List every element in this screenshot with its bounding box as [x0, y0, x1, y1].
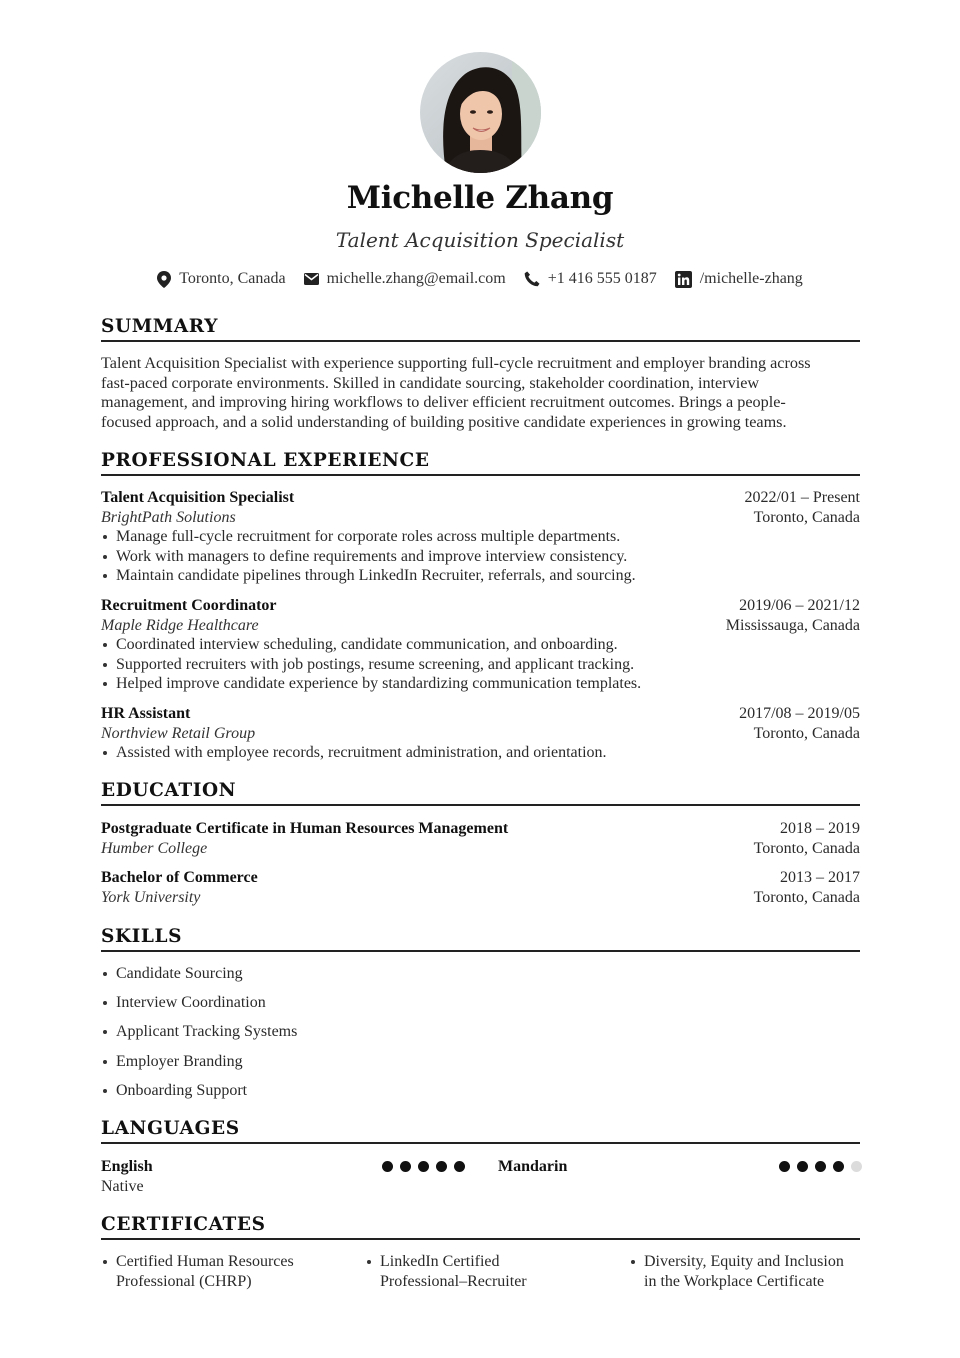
rating-dot: [779, 1161, 790, 1172]
education-entry: [101, 819, 860, 859]
phone-text[interactable]: +1 416 555 0187: [547, 270, 657, 287]
education-dates: 2018 – 2019: [780, 820, 860, 837]
rating-dot: [851, 1161, 862, 1172]
skill-item: Interview Coordination: [101, 993, 860, 1013]
job-bullet: Maintain candidate pipelines through LinkedIn Recruiter, referrals, and sourcing.: [101, 566, 636, 586]
rating-dot: [400, 1161, 411, 1172]
job-dates: 2019/06 – 2021/12: [739, 597, 860, 614]
certificate-line: Professional–Recruiter: [380, 1272, 527, 1290]
location-text: Toronto, Canada: [179, 270, 286, 287]
job-company: BrightPath Solutions: [101, 508, 236, 526]
experience-heading: PROFESSIONAL EXPERIENCE: [101, 450, 860, 476]
education-location: Toronto, Canada: [753, 888, 860, 906]
summary-line: fast-paced corporate environments. Skilled in candidate sourcing, stakeholder coordination, interview: [101, 373, 760, 392]
skill-item: Applicant Tracking Systems: [101, 1022, 860, 1042]
skills-heading: SKILLS: [101, 926, 860, 952]
education-school: Humber College: [101, 839, 208, 857]
education-location: Toronto, Canada: [753, 839, 860, 857]
certificate-line: Diversity, Equity and Inclusion: [644, 1253, 844, 1270]
job-role: Recruitment Coordinator: [101, 597, 277, 614]
certificate-line: LinkedIn Certified: [380, 1253, 500, 1270]
certificates-heading: CERTIFICATES: [101, 1214, 860, 1240]
linkedin-text[interactable]: /michelle-zhang: [699, 270, 803, 287]
rating-dot: [436, 1161, 447, 1172]
contact-location: [157, 270, 285, 288]
job-bullet: Helped improve candidate experience by standardizing communication templates.: [101, 674, 641, 694]
certificate-item: [365, 1252, 605, 1291]
contact-linkedin[interactable]: [675, 270, 803, 288]
job-bullet: Work with managers to define requirements and improve interview consistency.: [101, 547, 636, 567]
language-name: English: [101, 1158, 153, 1175]
rating-dot: [382, 1161, 393, 1172]
summary-line: Talent Acquisition Specialist with experience supporting full-cycle recruitment and employer branding across: [101, 354, 811, 372]
language-name: Mandarin: [498, 1158, 568, 1175]
profile-photo: [420, 52, 541, 173]
certificate-line: Certified Human Resources: [116, 1253, 294, 1270]
rating-dot: [797, 1161, 808, 1172]
summary-text: [101, 354, 860, 432]
certificate-item: [101, 1252, 341, 1291]
location-pin-icon: [157, 271, 171, 288]
job-location: Toronto, Canada: [753, 724, 860, 742]
rating-dot: [418, 1161, 429, 1172]
job-location: Toronto, Canada: [753, 508, 860, 526]
education-entry: [101, 868, 860, 908]
education-degree: Postgraduate Certificate in Human Resources Management: [101, 820, 509, 837]
job-bullet: Supported recruiters with job postings, resume screening, and applicant tracking.: [101, 655, 641, 675]
rating-dot: [833, 1161, 844, 1172]
job-company: Maple Ridge Healthcare: [101, 616, 259, 634]
contact-email[interactable]: [304, 270, 506, 288]
email-text[interactable]: michelle.zhang@email.com: [326, 270, 506, 287]
contact-phone[interactable]: [524, 270, 657, 288]
candidate-name: Michelle Zhang: [346, 180, 614, 216]
language-rating: [382, 1161, 465, 1172]
language-level: Native: [101, 1177, 144, 1195]
skill-item: Onboarding Support: [101, 1081, 860, 1101]
job-bullets: [101, 743, 607, 763]
job-bullets: [101, 635, 641, 694]
language-rating: [779, 1161, 862, 1172]
job-role: Talent Acquisition Specialist: [101, 489, 295, 506]
job-dates: 2017/08 – 2019/05: [739, 705, 860, 722]
job-bullet: Coordinated interview scheduling, candidate communication, and onboarding.: [101, 635, 641, 655]
skill-item: Candidate Sourcing: [101, 964, 860, 984]
skills-list: [101, 964, 860, 1114]
rating-dot: [815, 1161, 826, 1172]
language-entry: [101, 1157, 860, 1197]
linkedin-icon: [675, 271, 692, 288]
job-entry: [101, 596, 860, 696]
rating-dot: [454, 1161, 465, 1172]
skill-item: Employer Branding: [101, 1052, 860, 1072]
job-bullets: [101, 527, 636, 586]
education-degree: Bachelor of Commerce: [101, 869, 258, 886]
certificate-line: Professional (CHRP): [116, 1272, 252, 1290]
job-bullet: Manage full-cycle recruitment for corporate roles across multiple departments.: [101, 527, 636, 547]
job-role: HR Assistant: [101, 705, 191, 722]
summary-heading: SUMMARY: [101, 316, 860, 342]
summary-line: focused approach, and a solid understanding of building positive candidate experiences in growing teams.: [101, 412, 787, 431]
job-company: Northview Retail Group: [101, 724, 256, 742]
job-location: Mississauga, Canada: [725, 616, 860, 634]
contact-bar: [0, 270, 960, 288]
certificate-line: in the Workplace Certificate: [644, 1272, 825, 1290]
languages-heading: LANGUAGES: [101, 1118, 860, 1144]
phone-icon: [524, 271, 540, 287]
candidate-title: Talent Acquisition Specialist: [335, 228, 625, 252]
education-school: York University: [101, 888, 201, 906]
job-bullet: Assisted with employee records, recruitment administration, and orientation.: [101, 743, 607, 763]
education-dates: 2013 – 2017: [780, 869, 860, 886]
job-entry: [101, 704, 860, 764]
job-entry: [101, 488, 860, 588]
certificate-item: [629, 1252, 869, 1291]
envelope-icon: [304, 273, 319, 285]
job-dates: 2022/01 – Present: [744, 489, 860, 506]
summary-line: management, and improving hiring workflows to deliver efficient recruitment outcomes. Brings a people-: [101, 393, 786, 411]
education-heading: EDUCATION: [101, 780, 860, 806]
